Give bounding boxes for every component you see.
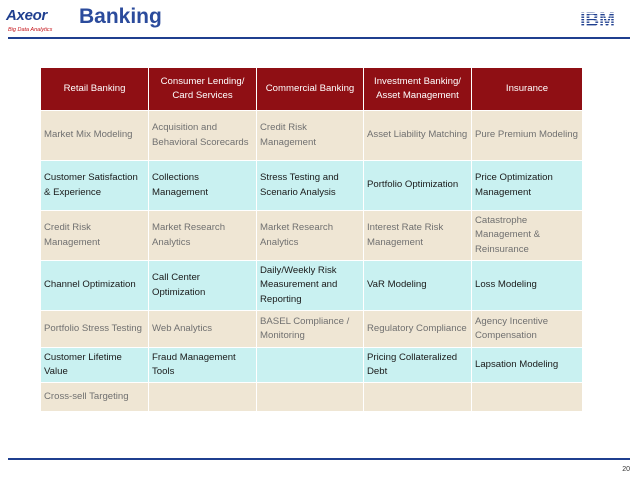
table-cell: [472, 383, 583, 412]
table-cell: Stress Testing and Scenario Analysis: [257, 161, 364, 211]
table-cell: Collections Management: [149, 161, 257, 211]
table-cell: Web Analytics: [149, 311, 257, 348]
table-row: [41, 383, 583, 412]
page-title: Banking: [79, 5, 162, 28]
header-divider: [8, 37, 630, 39]
table-cell: [257, 383, 364, 412]
table-cell: [149, 383, 257, 412]
table-cell: Agency Incentive Compensation: [472, 311, 583, 348]
table-cell: Fraud Management Tools: [149, 348, 257, 383]
column-header-insurance: Insurance: [472, 68, 583, 111]
table-row: [41, 348, 583, 383]
axeor-logo: [6, 7, 66, 37]
table-cell: Lapsation Modeling: [472, 348, 583, 383]
table-cell: Portfolio Optimization: [364, 161, 472, 211]
ibm-logo-text: IBM: [580, 10, 615, 29]
ibm-logo: [575, 9, 620, 29]
table-row: [41, 161, 583, 211]
table-cell: Credit Risk Management: [257, 111, 364, 161]
page-number: 20: [622, 466, 630, 473]
table-cell: Pure Premium Modeling: [472, 111, 583, 161]
table-cell: Portfolio Stress Testing: [41, 311, 149, 348]
column-header-retail-banking: Retail Banking: [41, 68, 149, 111]
table-cell: Cross-sell Targeting: [41, 383, 149, 412]
table-cell: Regulatory Compliance: [364, 311, 472, 348]
table-cell: Market Research Analytics: [149, 211, 257, 261]
table-cell: Asset Liability Matching: [364, 111, 472, 161]
table-cell: VaR Modeling: [364, 261, 472, 311]
table-cell: Price Optimization Management: [472, 161, 583, 211]
table-cell: Pricing Collateralized Debt: [364, 348, 472, 383]
table-cell: Market Research Analytics: [257, 211, 364, 261]
column-header-consumer-lending: Consumer Lending/ Card Services: [149, 68, 257, 111]
table-cell: Channel Optimization: [41, 261, 149, 311]
table-cell: BASEL Compliance / Monitoring: [257, 311, 364, 348]
table-row: [41, 261, 583, 311]
table-cell: Market Mix Modeling: [41, 111, 149, 161]
table-cell: Loss Modeling: [472, 261, 583, 311]
axeor-logo-text: Axeor: [6, 7, 48, 24]
header-row: [41, 68, 583, 111]
column-header-investment-banking: Investment Banking/ Asset Management: [364, 68, 472, 111]
table-cell: Customer Lifetime Value: [41, 348, 149, 383]
table-cell: Customer Satisfaction & Experience: [41, 161, 149, 211]
table-cell: [257, 348, 364, 383]
table-row: [41, 111, 583, 161]
table-cell: Daily/Weekly Risk Measurement and Reporting: [257, 261, 364, 311]
column-header-commercial-banking: Commercial Banking: [257, 68, 364, 111]
axeor-logo-tagline: Big Data Analytics: [8, 27, 53, 33]
table-cell: Interest Rate Risk Management: [364, 211, 472, 261]
table-cell: Catastrophe Management & Reinsurance: [472, 211, 583, 261]
table-row: [41, 311, 583, 348]
banking-analytics-table: [40, 67, 583, 412]
table-cell: Acquisition and Behavioral Scorecards: [149, 111, 257, 161]
table-cell: [364, 383, 472, 412]
table-row: [41, 211, 583, 261]
footer-divider: [8, 458, 630, 460]
table-cell: Call Center Optimization: [149, 261, 257, 311]
table-cell: Credit Risk Management: [41, 211, 149, 261]
